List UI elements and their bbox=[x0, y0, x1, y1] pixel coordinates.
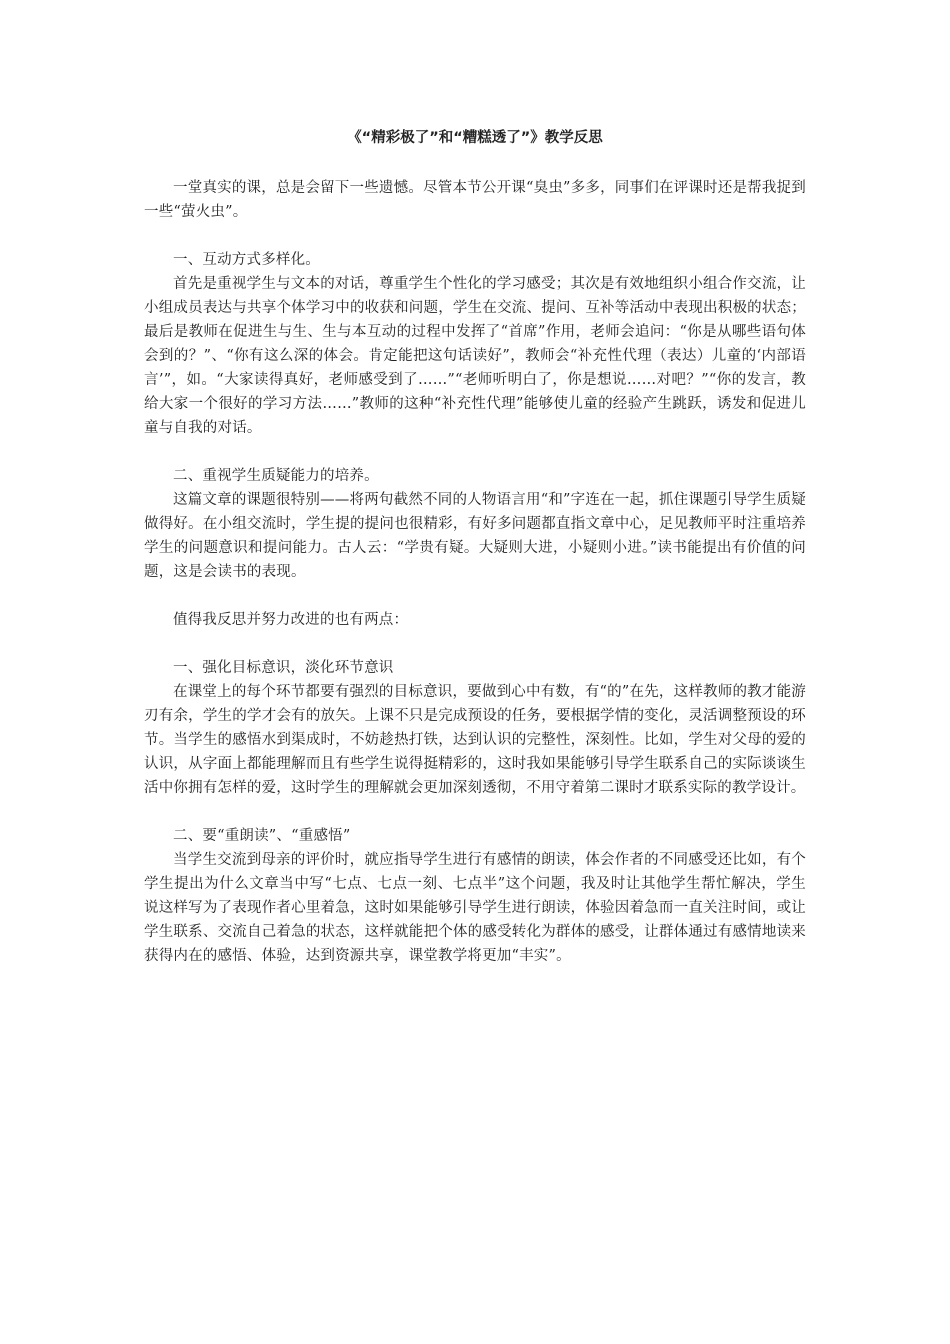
paragraph-intro: 一堂真实的课，总是会留下一些遗憾。尽管本节公开课“臭虫”多多，同事们在评课时还是帮我捉到一些“萤火虫”。 bbox=[144, 180, 806, 220]
paragraph-reading: 当学生交流到母亲的评价时，就应指导学生进行有感情的朗读，体会作者的不同感受还比如，有个学生提出为什么文章当中写“七点、七点一刻、七点半”这个问题，我及时让其他学生帮忙解决，学生说这样写为了表现作者心里着急，这时如果能够引导学生进行朗读，体验因着急而一直关注时间，或让学生联系、交流自己着急的状态，这样就能把个体的感受转化为群体的感受，让群体通过有感情地读来获得内在的感悟、体验，达到资源共享，课堂教学将更加“丰实”。 bbox=[144, 852, 806, 964]
document-body bbox=[144, 176, 806, 968]
section-heading-goal-awareness: 一、强化目标意识，淡化环节意识 bbox=[173, 660, 394, 676]
section-heading-reading: 二、要“重朗读”、“重感悟” bbox=[173, 828, 351, 844]
paragraph-interaction: 首先是重视学生与文本的对话，尊重学生个性化的学习感受；其次是有效地组织小组合作交流，让小组成员表达与共享个体学习中的收获和问题，学生在交流、提问、互补等活动中表现出积极的状态；最后是教师在促进生与生、生与本互动的过程中发挥了“首席”作用，老师会追问：“你是从哪些语句体会到的？”、“你有这么深的体会。肯定能把这句话读好”，教师会“补充性代理（表达）儿童的‘内部语言’”，如。“大家读得真好，老师感受到了……”“老师听明白了，你是想说……对吧？”“你的发言，教给大家一个很好的学习方法……”教师的这种“补充性代理”能够使儿童的经验产生跳跃，诱发和促进儿童与自我的对话。 bbox=[144, 276, 806, 436]
section-heading-questioning: 二、重视学生质疑能力的培养。 bbox=[173, 468, 379, 484]
paragraph-reflection-intro: 值得我反思并努力改进的也有两点： bbox=[173, 612, 409, 628]
paragraph-goal-awareness: 在课堂上的每个环节都要有强烈的目标意识，要做到心中有数，有“的”在先，这样教师的教才能游刃有余，学生的学才会有的放矢。上课不只是完成预设的任务，要根据学情的变化，灵活调整预设的环节。当学生的感悟水到渠成时，不妨趁热打铁，达到认识的完整性，深刻性。比如，学生对父母的爱的认识，从字面上都能理解而且有些学生说得挺精彩的，这时我如果能够引导学生联系自己的实际谈谈生活中你拥有怎样的爱，这时学生的理解就会更加深刻透彻，不用守着第二课时才联系实际的教学设计。 bbox=[144, 684, 806, 796]
section-heading-interaction: 一、互动方式多样化。 bbox=[173, 252, 320, 268]
paragraph-questioning: 这篇文章的课题很特别——将两句截然不同的人物语言用“和”字连在一起，抓住课题引导学生质疑做得好。在小组交流时，学生提的提问也很精彩，有好多问题都直指文章中心，足见教师平时注重培养学生的问题意识和提问能力。古人云：“学贵有疑。大疑则大进，小疑则小进。”读书能提出有价值的问题，这是会读书的表现。 bbox=[144, 492, 806, 580]
document-title: 《“精彩极了”和“糟糕透了”》教学反思 bbox=[347, 130, 603, 146]
